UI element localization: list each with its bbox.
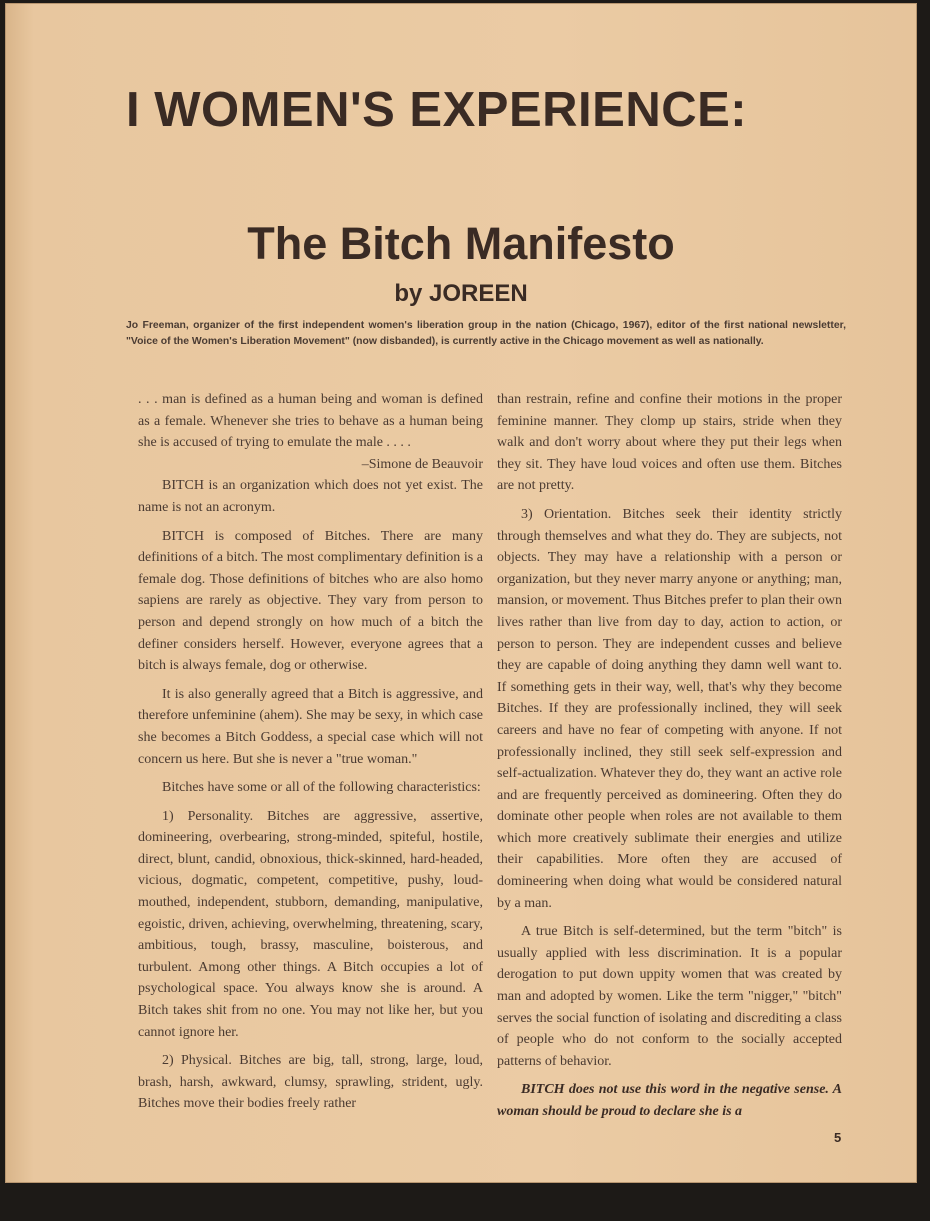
section-title: I WOMEN'S EXPERIENCE: <box>126 83 748 137</box>
epigraph <box>138 389 483 475</box>
author-bio: Jo Freeman, organizer of the first independent women's liberation group in the nation (Chicago, 1967), editor of the first national newsletter, "Voice of the Women's Liberation Movement" (now disbanded), is currently active in the Chicago movement as well as nationally. <box>126 320 846 347</box>
epigraph-text: . . . man is defined as a human being and woman is defined as a female. Whenever she tries to behave as a human being she is accused of trying to emulate the male . . . . <box>138 392 483 451</box>
right-column <box>497 389 842 1130</box>
paragraph: Bitches have some or all of the following characteristics: <box>162 780 481 796</box>
page-number: 5 <box>834 1130 842 1145</box>
paragraph: BITCH is an organization which does not yet exist. The name is not an acronym. <box>138 478 483 515</box>
paragraph: BITCH does not use this word in the negative sense. A woman should be proud to declare she is a <box>497 1082 842 1119</box>
paragraph: 1) Personality. Bitches are aggressive, assertive, domineering, overbearing, strong-minded, spiteful, hostile, direct, blunt, candid, obnoxious, thick-skinned, hard-headed, vicious, dogmatic, competent, competitive, pushy, loud-mouthed, independent, stubborn, demanding, manipulative, egoistic, driven, achieving, overwhelming, threatening, scary, ambitious, tough, brassy, masculine, boisterous, and turbulent. Among other things. A Bitch occupies a lot of psychological space. You always know she is around. A Bitch takes shit from no one. You may not like her, but you cannot ignore her. <box>138 808 483 1040</box>
byline: by JOREEN <box>394 280 528 307</box>
paragraph: A true Bitch is self-determined, but the term "bitch" is usually applied with less discrimination. It is a popular derogation to put down uppity women that was created by man and adopted by women. Like the term "nigger," "bitch" serves the social function of isolating and discrediting a class of people who do not conform to the socially accepted patterns of behavior. <box>497 924 842 1069</box>
epigraph-attribution: –Simone de Beauvoir <box>361 456 483 472</box>
paragraph: BITCH is composed of Bitches. There are many definitions of a bitch. The most complimentary definition is a female dog. Those definitions of bitches who are also homo sapiens are rarely as objective. They vary from person to person and depend strongly on how much of a bitch the definer considers herself. However, everyone agrees that a bitch is always female, dog or otherwise. <box>138 528 483 674</box>
paragraph: than restrain, refine and confine their motions in the proper feminine manner. They clomp up stairs, stride when they walk and don't worry about where they put their legs when they sit. They have loud voices and often use them. Bitches are not pretty. <box>497 392 842 494</box>
article-title: The Bitch Manifesto <box>247 218 675 269</box>
paragraph: 3) Orientation. Bitches seek their identity strictly through themselves and what they do. They are subjects, not objects. They may have a relationship with a person or organization, but they never marry anyone or anything; man, mansion, or movement. Thus Bitches prefer to plan their own lives rather than live from day to day, action to action, or person to person. They are independent cusses and believe they are capable of doing anything they damn well want to. If something gets in their way, well, that's why they become Bitches. If they are professionally inclined, they will seek careers and have no fear of competing with anyone. If not professionally inclined, they still seek self-expression and self-actualization. Whatever they do, they want an active role and are frequently perceived as domineering. Often they do dominate other people when roles are not available to them which more creatively sublimate their energies and utilize their capabilities. More often they are accused of domineering when doing what would be considered natural by a man. <box>497 506 842 911</box>
paragraph: It is also generally agreed that a Bitch is aggressive, and therefore unfeminine (ahem). She may be sexy, in which case she becomes a Bitch Goddess, a special case which will not concern us here. But she is never a "true woman." <box>138 686 483 767</box>
left-column <box>138 389 483 1122</box>
paragraph: 2) Physical. Bitches are big, tall, strong, large, loud, brash, harsh, awkward, clumsy, sprawling, strident, ugly. Bitches move their bodies freely rather <box>138 1053 483 1112</box>
magazine-page <box>6 4 916 1182</box>
